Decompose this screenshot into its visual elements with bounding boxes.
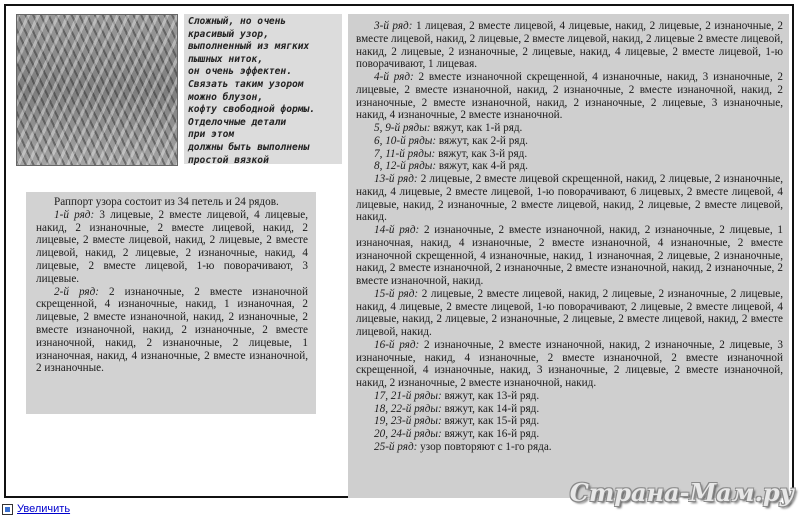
row-label: 17, 21-й ряды:	[374, 389, 442, 402]
caption-line: простой вязкой	[188, 154, 269, 166]
row-label: 3-й ряд:	[374, 20, 413, 32]
row-2	[36, 286, 308, 376]
row-13	[356, 173, 783, 224]
knit-pattern-photo	[16, 14, 178, 166]
caption-line: Отделочные детали	[188, 116, 287, 128]
row-20-24	[356, 428, 783, 441]
row-text: вяжут, как 15-й ряд.	[444, 415, 540, 428]
caption-line: выполненный из мягких	[188, 41, 310, 53]
row-16	[356, 339, 783, 390]
caption-line: Сложный, но очень	[188, 16, 287, 27]
row-text: вяжут, как 16-й ряд.	[444, 428, 540, 440]
row-text: 3 лицевые, 2 вместе лицевой, 4 лицевые, накид, 2 изнаночные, 2 вместе лицевой, накид, 2 лицевые, 2 вместе лицевой, накид, 2 лицевые, 2 вместе лицевой, накид, 2 лицевые, 2 изнаночные, накид, 4 лицевые, 2 вместе лицевой, 1-ю поворачивают, 3 лицевые.	[36, 208, 308, 285]
row-8-12	[356, 160, 783, 173]
row-15	[356, 288, 783, 339]
row-text: 1 лицевая, 2 вместе лицевой, 4 лицевые, накид, 2 лицевые, 2 изнаночные, 2 вместе лицевой, накид, 2 лицевые, 2 вместе лицевой, накид, 2 лицевые 2 вместе лицевой, накид, 2 лицевые, 2 изнаночные, 2 лицевые, накид, 4 лицевые, 2 вместе лицевой, 1-ю поворачивают, 1 лицевая.	[356, 20, 783, 71]
row-text: 2 изнаночные, 2 вместе изнаночной скрещенной, 4 изнаночные, накид, 1 изнаночная, 2 лицевые, 2 вместе изнаночной, накид, 2 изнаночные, 2 вместе изнаночной, накид, 2 изнаночные, 2 вместе изнаночной, накид, 2 изнаночные, 2 лицевые, 1 изнаночная, накид, 4 изнаночные, 2 вместе изнаночной, 2 изнаночные.	[36, 285, 308, 375]
row-label: 4-й ряд:	[374, 71, 414, 83]
photo-caption	[184, 14, 342, 164]
row-label: 18, 22-й ряды:	[374, 402, 442, 415]
row-text: 2 изнаночные, 2 вместе изнаночной, накид, 2 изнаночные, 2 лицевые, 3 изнаночные, накид, 4 изнаночные, 2 вместе изнаночной, 2 вместе изнаночной скрещенной, 4 изнаночные, накид, 3 изнаночные, 2 лицевые, 2 вместе изнаночной, накид, 2 изнаночные, 2 вместе изнаночной, накид.	[356, 338, 783, 389]
row-label: 16-й ряд:	[374, 338, 420, 351]
row-25	[356, 441, 783, 454]
row-text: 2 лицевые, 2 вместе лицевой скрещенной, накид, 2 лицевые, 2 изнаночные, накид, 4 лицевые, 2 вместе лицевой, 1-ю поворачивают, 6 лицевых, 2 вместе лицевой, 4 лицевые, накид, 2 изнаночные, 2 вместе лицевой, накид, 2 лицевые, 2 вместе лицевой, накид.	[356, 173, 784, 224]
row-label: 13-й ряд:	[374, 173, 418, 185]
caption-line: Связать таким узором	[188, 78, 304, 90]
row-text: вяжут, как 2-й ряд.	[438, 134, 528, 147]
row-label: 19, 23-й ряды:	[374, 415, 442, 428]
row-label: 2-й ряд:	[54, 285, 99, 298]
row-text: 2 вместе изнаночной скрещенной, 4 изнаночные, накид, 3 изнаночные, 2 лицевые, 2 вместе изнаночной, накид, 2 изнаночные, 2 вместе изнаночной, накид, 2 изнаночные, 2 вместе изнаночной, накид, 2 изнаночные, 2 лицевые, 3 изнаночные, накид, 4 изнаночные, 2 вместе изнаночной.	[356, 71, 784, 122]
row-17-21	[356, 390, 783, 403]
row-18-22	[356, 403, 783, 416]
caption-line: при этом	[188, 129, 235, 141]
image-frame	[4, 4, 794, 498]
row-label: 5, 9-й ряды:	[374, 122, 431, 134]
row-14	[356, 224, 783, 288]
row-label: 20, 24-й ряды:	[374, 428, 442, 440]
site-watermark: Страна-Мам.ру	[569, 478, 794, 507]
enlarge-row	[2, 503, 70, 515]
rapport-intro: Раппорт узора состоит из 34 петель и 24 рядов.	[54, 196, 279, 208]
enlarge-link[interactable]: Увеличить	[17, 503, 71, 515]
row-label: 25-й ряд:	[374, 440, 418, 453]
enlarge-icon[interactable]	[2, 504, 13, 515]
caption-line: должны быть выполнены	[188, 141, 310, 153]
caption-line: красивый узор,	[188, 28, 269, 40]
caption-line: пышных ниток,	[188, 53, 264, 65]
row-label: 7, 11-й ряды:	[374, 147, 436, 160]
caption-line: он очень эффектен.	[188, 66, 292, 78]
row-text: вяжут, как 1-й ряд.	[433, 122, 523, 134]
row-text: узор повторяют с 1-го ряда.	[420, 440, 552, 453]
instructions-left	[26, 192, 316, 414]
row-label: 1-й ряд:	[54, 208, 95, 221]
row-label: 15-й ряд:	[374, 287, 419, 300]
row-4	[356, 71, 783, 122]
row-text: вяжут, как 4-й ряд.	[438, 160, 528, 173]
row-text: вяжут, как 14-й ряд.	[444, 402, 540, 415]
row-text: 2 лицевые, 2 вместе лицевой, накид, 2 лицевые, 2 изнаночные, 2 лицевые, накид, 4 лицевые, 2 вместе лицевой, 1-ю поворачивают, 2 лицевые, 2 вместе лицевой, 4 лицевые, накид, 2 лицевые, 2 изнаночные, 2 лицевые, 2 вместе лицевой, накид, 2 вместе лицевой, накид.	[356, 287, 784, 338]
row-label: 8, 12-й ряды:	[374, 160, 437, 173]
caption-line: можно блузон,	[188, 91, 264, 103]
row-text: вяжут, как 13-й ряд.	[444, 389, 540, 402]
caption-line: кофту свободной формы.	[188, 104, 316, 116]
row-7-11	[356, 148, 783, 161]
row-text: вяжут, как 3-й ряд.	[438, 147, 528, 160]
row-label: 6, 10-й ряды:	[374, 134, 437, 147]
row-3	[356, 20, 783, 71]
instructions-right	[348, 14, 789, 498]
row-label: 14-й ряд:	[374, 224, 420, 236]
row-19-23	[356, 415, 783, 428]
row-1	[36, 209, 308, 286]
row-6-10	[356, 135, 783, 148]
row-text: 2 изнаночные, 2 вместе изнаночной, накид, 2 изнаночные, 2 лицевые, 1 изнаночная, накид, 4 изнаночные, 2 вместе изнаночной, 4 изнаночные, 2 вместе изнаночной скрещенной, 4 изнаночные, накид, 1 изнаночная, 2 лицевые, 2 изнаночные, накид, 2 вместе изнаночной, 2 изнаночные, 2 вместе изнаночной, накид, 2 изнаночные, 2 вместе изнаночной, накид.	[356, 224, 783, 287]
row-5-9	[356, 122, 783, 135]
